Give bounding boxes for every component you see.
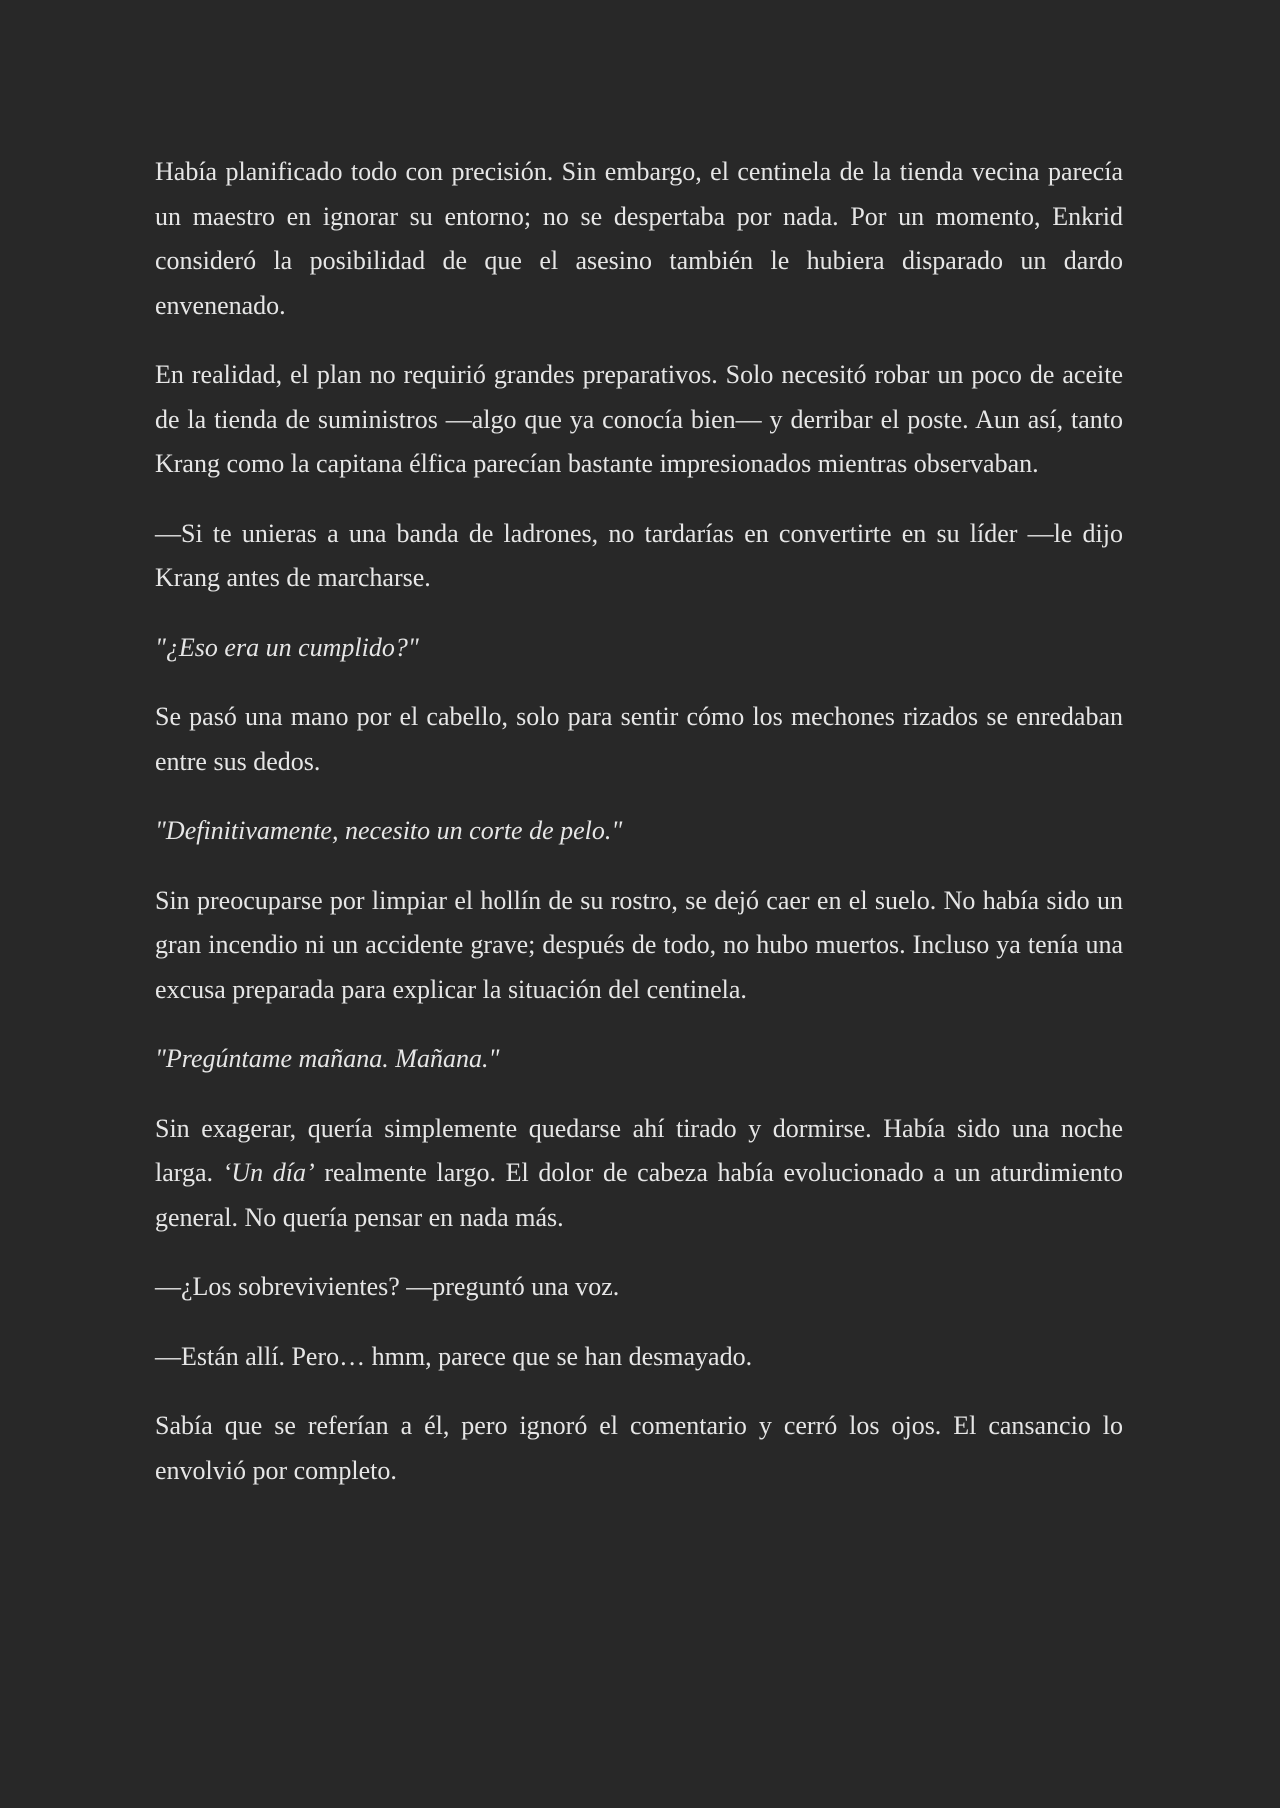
paragraph-12: Sabía que se referían a él, pero ignoró el comentario y cerró los ojos. El cansancio lo envolvió por completo. bbox=[155, 1411, 1123, 1485]
document-page bbox=[155, 150, 1123, 1518]
paragraph-9-italic: ‘Un día’ bbox=[222, 1158, 315, 1187]
paragraph-4-thought: "¿Eso era un cumplido?" bbox=[155, 632, 419, 662]
paragraph-11-dialogue: —Están allí. Pero… hmm, parece que se han desmayado. bbox=[155, 1341, 753, 1371]
paragraph-8-thought: "Pregúntame mañana. Mañana." bbox=[155, 1044, 500, 1073]
paragraph-2: En realidad, el plan no requirió grandes preparativos. Solo necesitó robar un poco de aceite de la tienda de suministros —algo que ya conocía bien— y derribar el poste. Aun así, tanto Krang como la capitana élfica parecían bastante impresionados mientras observaban. bbox=[155, 360, 1123, 478]
paragraph-5: Se pasó una mano por el cabello, solo para sentir cómo los mechones rizados se enredaban entre sus dedos. bbox=[155, 702, 1123, 776]
paragraph-6-thought: "Definitivamente, necesito un corte de pelo." bbox=[155, 816, 623, 845]
paragraph-9-text-after: realmente largo. El dolor de cabeza había evolucionado a un aturdimiento general. No quería pensar en nada más. bbox=[155, 1158, 1123, 1232]
paragraph-1: Había planificado todo con precisión. Sin embargo, el centinela de la tienda vecina parecía un maestro en ignorar su entorno; no se despertaba por nada. Por un momento, Enkrid consideró la posibilidad de que el asesino también le hubiera disparado un dardo envenenado. bbox=[155, 157, 1123, 320]
paragraph-9 bbox=[155, 1107, 1123, 1241]
paragraph-3-dialogue: —Si te unieras a una banda de ladrones, no tardarías en convertirte en su líder —le dijo Krang antes de marcharse. bbox=[155, 518, 1123, 592]
paragraph-10-dialogue: —¿Los sobrevivientes? —preguntó una voz. bbox=[155, 1272, 620, 1301]
paragraph-9-text-before: Sin exagerar, quería simplemente quedarse ahí tirado y dormirse. Había sido una noche larga. bbox=[155, 1113, 1123, 1187]
paragraph-7: Sin preocuparse por limpiar el hollín de su rostro, se dejó caer en el suelo. No había sido un gran incendio ni un accidente grave; después de todo, no hubo muertos. Incluso ya tenía una excusa preparada para explicar la situación del centinela. bbox=[155, 885, 1123, 1004]
